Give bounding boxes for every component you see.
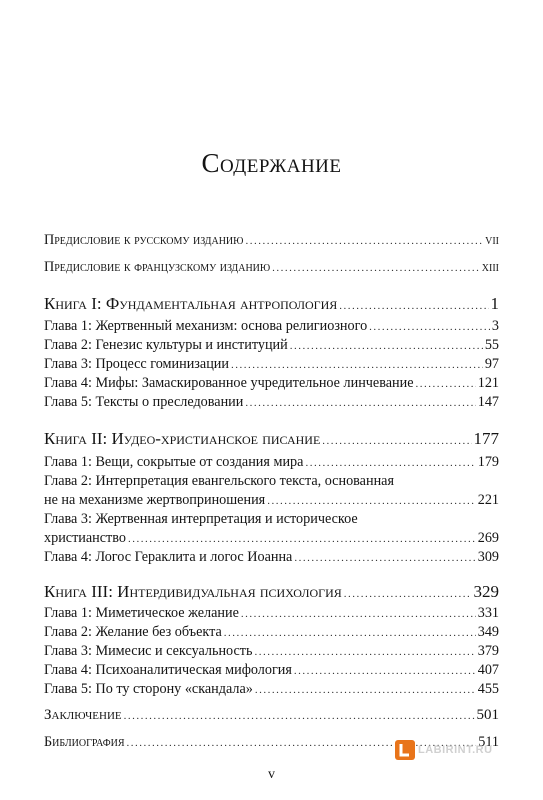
toc-entry-page: 221 (477, 492, 499, 508)
toc-entry-title: Заключение (44, 707, 122, 723)
toc-entry-title: не на механизме жертвоприношения (44, 492, 266, 508)
leader-dots (267, 492, 476, 510)
toc-entry-page: 511 (478, 734, 499, 750)
toc-entry-title: Глава 5: Тексты о преследовании (44, 394, 244, 410)
toc-entry-page: 349 (477, 624, 499, 640)
leader-dots (339, 297, 488, 315)
toc-entry-title: Библиография (44, 734, 125, 750)
toc-entry[interactable] (44, 317, 499, 336)
toc-book-1[interactable] (44, 295, 499, 315)
watermark-text: LABIRINT.RU (418, 744, 493, 756)
toc-entry-page: vii (485, 232, 499, 248)
toc-entry-first-line: Глава 2: Интерпретация евангельского текста, основанная (44, 473, 394, 489)
leader-dots (322, 432, 471, 450)
toc-entry[interactable] (44, 680, 499, 699)
leader-dots (255, 681, 476, 699)
leader-dots (290, 337, 483, 355)
toc-book-title: Книга II: Иудео-христианское писание (44, 429, 321, 448)
toc-entry-title: Глава 5: По ту сторону «скандала» (44, 681, 253, 697)
toc-entry-title: Глава 4: Психоаналитическая мифология (44, 662, 292, 678)
toc-entry-page: 97 (484, 356, 499, 372)
toc-entry[interactable] (44, 642, 499, 661)
toc-book-title: Книга I: Фундаментальная антропология (44, 294, 338, 313)
toc-entry-title: Глава 4: Мифы: Замаскированное учредительное линчевание (44, 375, 414, 391)
toc-entry-title: Предисловие к французскому изданию (44, 259, 271, 275)
toc-entry-title: Глава 3: Мимесис и сексуальность (44, 643, 253, 659)
toc-entry-page: 121 (477, 375, 499, 391)
leader-dots (124, 707, 475, 725)
toc-entry-title: Глава 2: Генезис культуры и институций (44, 337, 288, 353)
toc-entry[interactable] (44, 355, 499, 374)
leader-dots (305, 454, 475, 472)
toc-entry-title: Глава 1: Вещи, сокрытые от создания мира (44, 454, 304, 470)
toc-entry[interactable] (44, 604, 499, 623)
leader-dots (224, 624, 476, 642)
leader-dots (245, 394, 475, 412)
toc-entry[interactable] (44, 623, 499, 642)
page-title: Содержание (201, 148, 342, 178)
leader-dots (245, 232, 483, 250)
leader-dots (369, 318, 490, 336)
toc-entry-page: 147 (477, 394, 499, 410)
leader-dots (416, 375, 476, 393)
toc-entry-title: христианство (44, 530, 126, 546)
toc-entry-title: Предисловие к русскому изданию (44, 232, 244, 248)
page-number: v (268, 767, 275, 782)
toc-entry-page: 1 (490, 294, 499, 313)
toc-entry-page: 455 (477, 681, 499, 697)
toc-entry[interactable] (44, 393, 499, 412)
toc-entry[interactable] (44, 491, 499, 510)
toc-entry-page: 331 (477, 605, 499, 621)
leader-dots (294, 662, 476, 680)
toc-entry-preface-russian[interactable] (44, 231, 499, 250)
leader-dots (241, 605, 476, 623)
toc-entry-page: 177 (473, 429, 499, 448)
toc-entry[interactable] (44, 548, 499, 567)
toc-entry-page: 501 (476, 707, 499, 723)
toc-entry-title: Глава 4: Логос Гераклита и логос Иоанна (44, 549, 293, 565)
toc-entry[interactable] (44, 374, 499, 393)
toc-entry-page: 3 (491, 318, 499, 334)
toc-entry[interactable] (44, 661, 499, 680)
toc-entry-conclusion[interactable] (44, 706, 499, 725)
leader-dots (294, 549, 475, 567)
toc-entry-page: 329 (473, 582, 499, 601)
toc-entry-page: 407 (477, 662, 499, 678)
toc-entry-preface-french[interactable] (44, 258, 499, 277)
toc-book-2[interactable] (44, 430, 499, 450)
toc-entry-page: 179 (477, 454, 499, 470)
toc-entry-page: 309 (477, 549, 499, 565)
toc-entry-title: Глава 1: Жертвенный механизм: основа религиозного (44, 318, 368, 334)
toc-entry-title: Глава 2: Желание без объекта (44, 624, 222, 640)
toc-entry-page: 55 (484, 337, 499, 353)
toc-entry[interactable] (44, 336, 499, 355)
toc-entry-page: 379 (477, 643, 499, 659)
toc-entry-page: 269 (477, 530, 499, 546)
toc-entry-first-line: Глава 3: Жертвенная интерпретация и историческое (44, 511, 358, 527)
toc-entry-title: Глава 1: Миметическое желание (44, 605, 239, 621)
toc-entry[interactable] (44, 453, 499, 472)
leader-dots (231, 356, 483, 374)
leader-dots (128, 530, 476, 548)
leader-dots (344, 585, 472, 603)
leader-dots (254, 643, 475, 661)
toc-entry-title: Глава 3: Процесс гоминизации (44, 356, 229, 372)
toc-entry-page: xiii (481, 259, 499, 275)
toc-book-3[interactable] (44, 583, 499, 603)
leader-dots (272, 259, 480, 277)
toc-book-title: Книга III: Интердивидуальная психология (44, 582, 342, 601)
labirint-logo-icon (395, 740, 415, 760)
toc-entry[interactable] (44, 529, 499, 548)
